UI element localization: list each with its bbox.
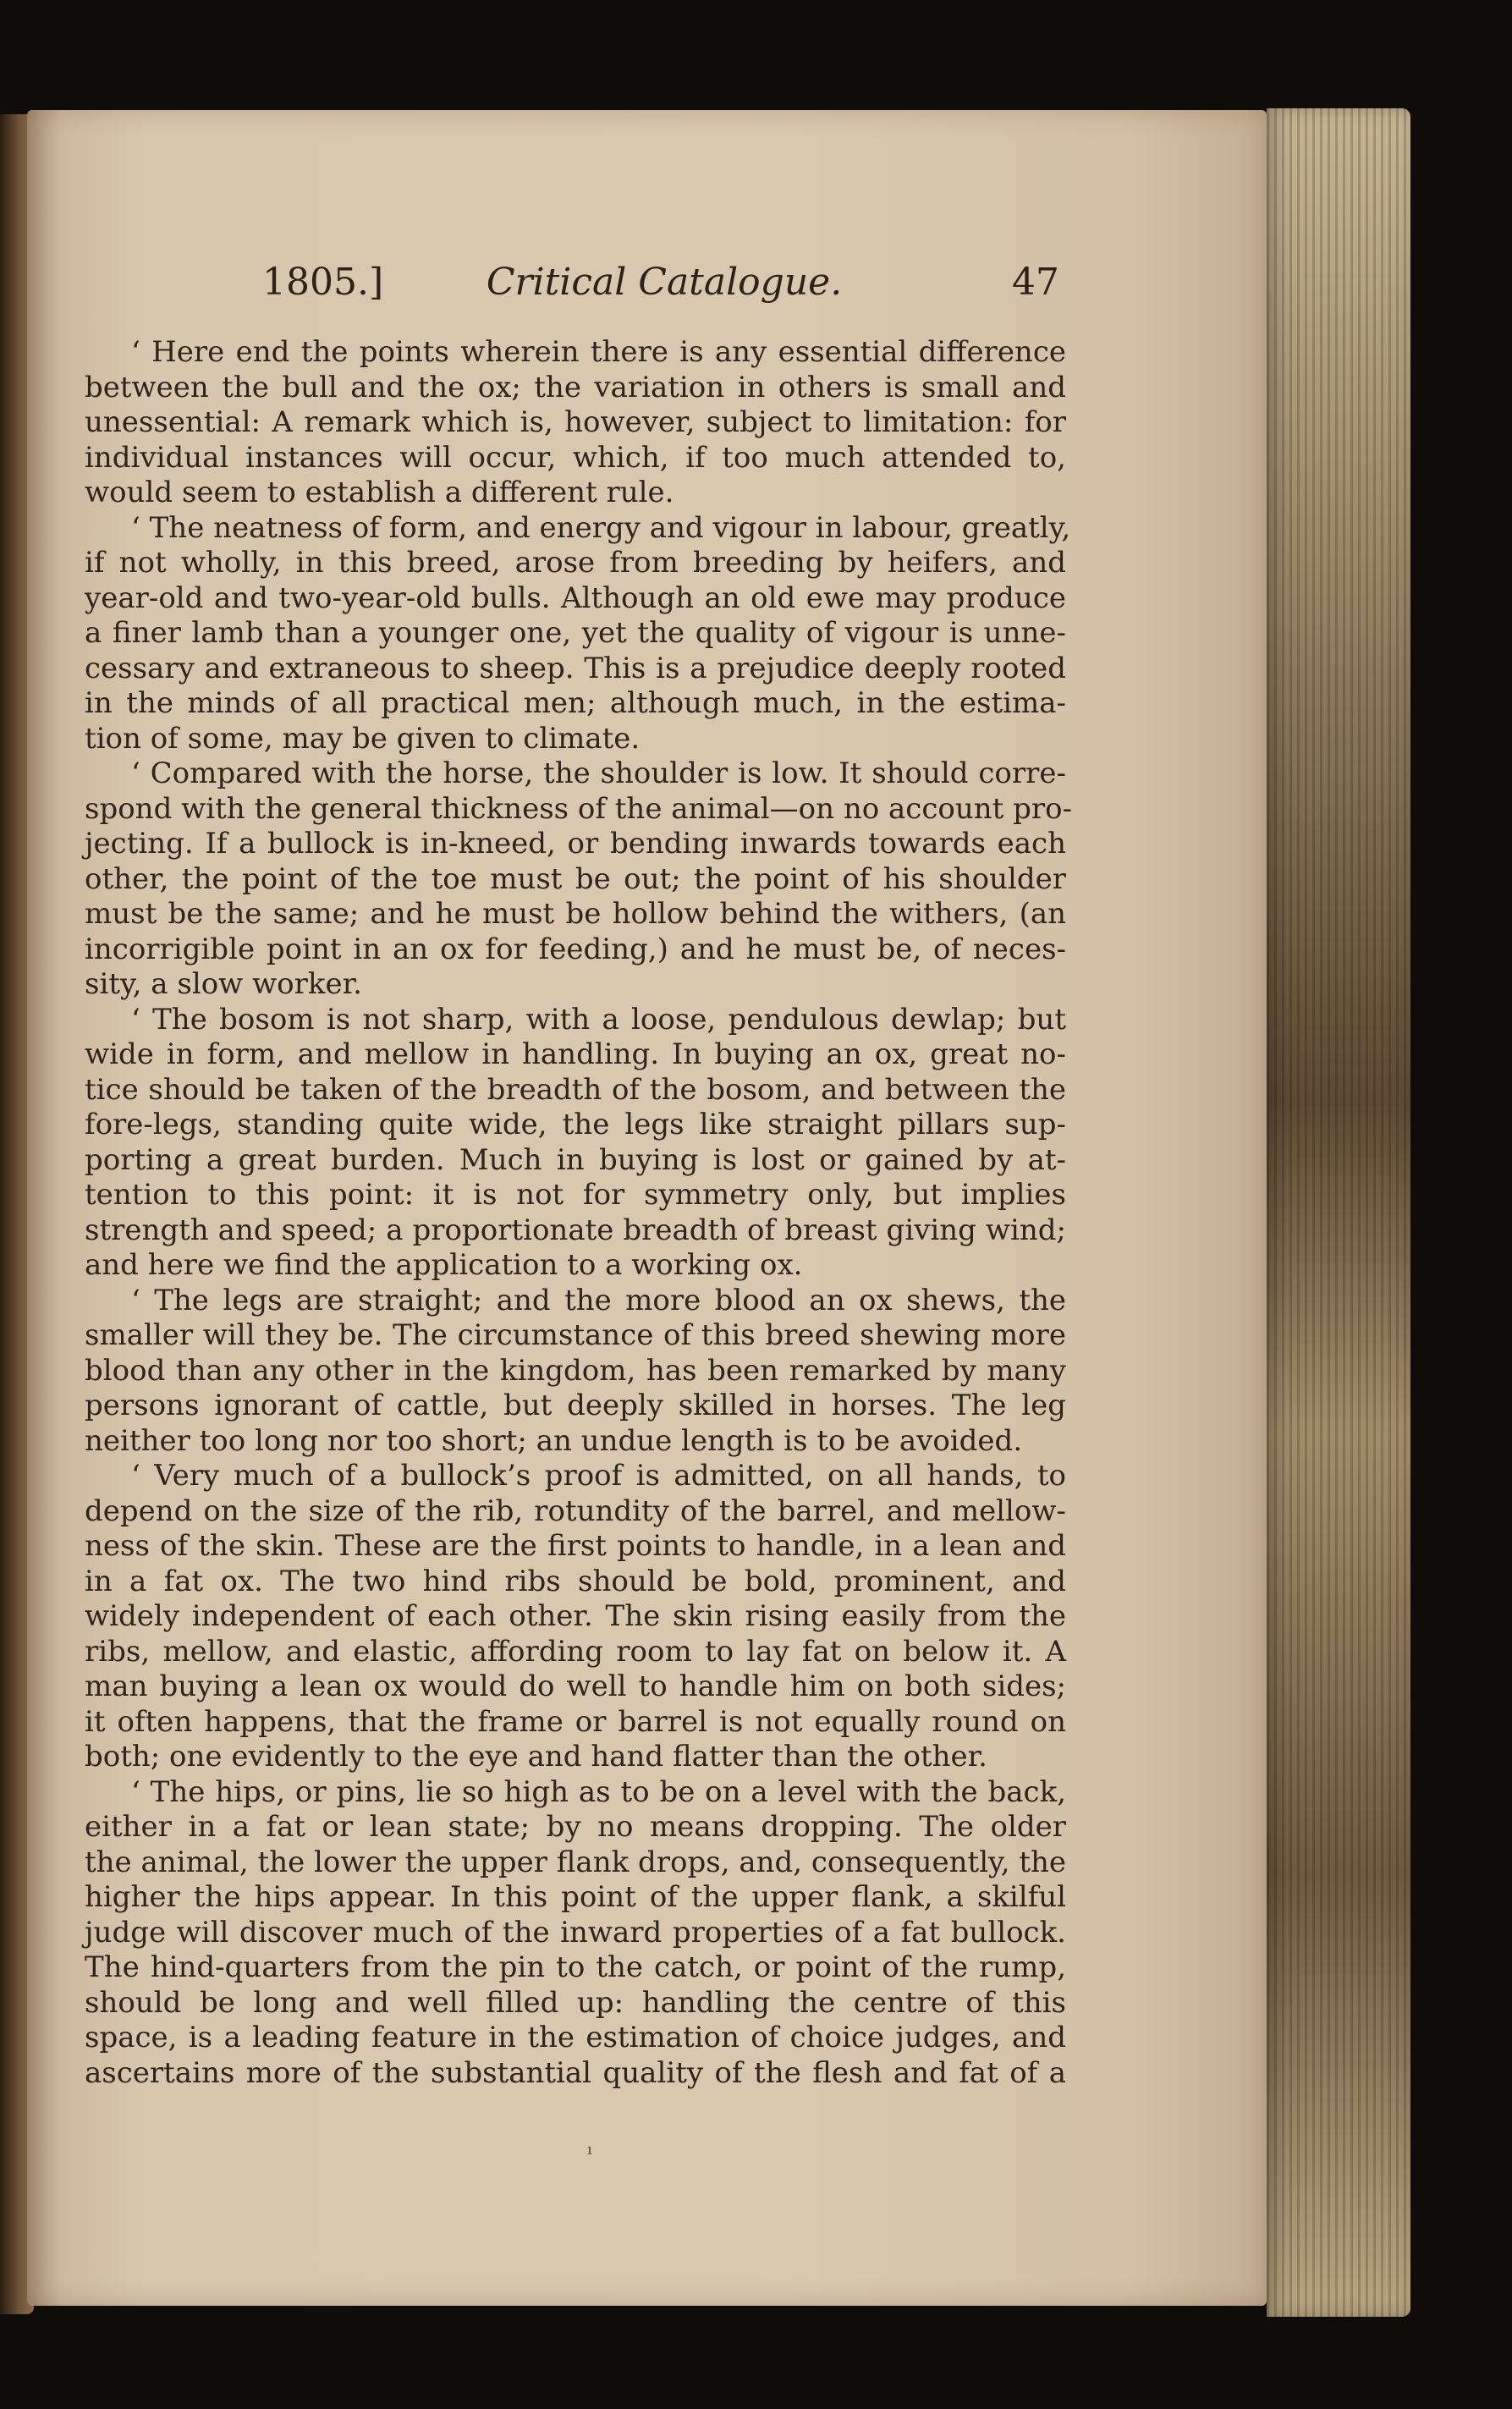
text-line: tention to this point: it is not for symmetry only, but implies (85, 1178, 1066, 1212)
text-line: cessary and extraneous to sheep. This is a prejudice deeply rooted (85, 651, 1066, 685)
text-line: ‘ Very much of a bullock’s proof is admitted, on all hands, to (131, 1459, 1066, 1493)
text-line: would seem to establish a different rule. (85, 476, 674, 509)
text-line: year-old and two-year-old bulls. Although an old ewe may produce (85, 580, 1066, 615)
text-line: should be long and well filled up: handling the centre of this (85, 1985, 1066, 2020)
text-line: ‘ The neatness of form, and energy and vigour in labour, greatly, (131, 510, 1071, 545)
text-line: ‘ Here end the points wherein there is any essential difference (131, 335, 1066, 369)
text-line: depend on the size of the rib, rotundity of the barrel, and mellow- (85, 1493, 1066, 1528)
text-line: other, the point of the toe must be out; the point of his shoulder (85, 861, 1066, 896)
text-line: ribs, mellow, and elastic, affording room to lay fat on below it. A (85, 1634, 1066, 1669)
text-line: ascertains more of the substantial quality of the flesh and fat of a (85, 2055, 1066, 2090)
text-line: The hind-quarters from the pin to the catch, or point of the rump, (85, 1950, 1066, 1984)
text-line: tice should be taken of the breadth of the bosom, and between the (85, 1072, 1066, 1107)
text-line: in the minds of all practical men; although much, in the estima- (85, 686, 1066, 720)
page-number: 47 (1012, 261, 1059, 304)
book-fore-edge (1267, 108, 1410, 2317)
text-line: fore-legs, standing quite wide, the legs like straight pillars sup- (85, 1108, 1066, 1141)
text-line: strength and speed; a proportionate breadth of breast giving wind; (85, 1213, 1066, 1247)
text-line: ‘ The hips, or pins, lie so high as to be on a level with the back, (131, 1774, 1066, 1809)
text-line: ‘ The bosom is not sharp, with a loose, pendulous dewlap; but (131, 1002, 1066, 1037)
text-line: between the bull and the ox; the variation in others is small and (85, 370, 1066, 404)
text-line: space, is a leading feature in the estimation of choice judges, and (85, 2021, 1066, 2054)
running-title: Critical Catalogue. (486, 261, 843, 304)
page-text (85, 335, 1073, 2091)
text-line: a finer lamb than a younger one, yet the quality of vigour is unne- (85, 616, 1066, 650)
page-mark: ı (587, 2141, 592, 2159)
text-line: it often happens, that the frame or barrel is not equally round on (85, 1704, 1066, 1739)
text-line: sity, a slow worker. (85, 967, 362, 1001)
text-line: blood than any other in the kingdom, has been remarked by many (85, 1353, 1066, 1388)
text-line: higher the hips appear. In this point of the upper flank, a skilful (85, 1880, 1066, 1914)
text-line: tion of some, may be given to climate. (85, 721, 641, 756)
text-line: porting a great burden. Much in buying is lost or gained by at- (85, 1142, 1066, 1177)
text-line: smaller will they be. The circumstance of this breed shewing more (85, 1318, 1066, 1352)
text-line: judge will discover much of the inward properties of a fat bullock. (85, 1915, 1066, 1950)
text-line: neither too long nor too short; an undue length is to be avoided. (85, 1423, 1023, 1458)
text-line: widely independent of each other. The skin rising easily from the (85, 1599, 1066, 1633)
text-line: spond with the general thickness of the animal—on no account pro- (85, 791, 1073, 826)
text-line: wide in form, and mellow in handling. In buying an ox, great no- (85, 1037, 1066, 1071)
text-line: ‘ Compared with the horse, the shoulder is low. It should corre- (131, 756, 1066, 790)
text-line: ness of the skin. These are the first points to handle, in a lean and (85, 1529, 1066, 1563)
text-line: the animal, the lower the upper flank drops, and, consequently, the (85, 1845, 1067, 1879)
text-line: must be the same; and he must be hollow behind the withers, (an (85, 897, 1066, 931)
text-line: if not wholly, in this breed, arose from breeding by heifers, and (85, 546, 1066, 580)
text-line: incorrigible point in an ox for feeding,) and he must be, of neces- (85, 932, 1066, 966)
text-line: either in a fat or lean state; by no means dropping. The older (85, 1810, 1066, 1844)
running-year: 1805.] (262, 261, 384, 304)
text-line: and here we find the application to a working ox. (85, 1248, 803, 1282)
text-line: both; one evidently to the eye and hand flatter than the other. (85, 1740, 987, 1774)
text-line: individual instances will occur, which, if too much attended to, (85, 440, 1066, 475)
text-line: man buying a lean ox would do well to handle him on both sides; (85, 1669, 1066, 1703)
text-line: unessential: A remark which is, however, subject to limitation: for (85, 405, 1066, 439)
text-line: in a fat ox. The two hind ribs should be bold, prominent, and (85, 1564, 1066, 1598)
text-line: jecting. If a bullock is in-kneed, or bending inwards towards each (85, 827, 1066, 861)
running-header (262, 261, 1066, 311)
text-line: ‘ The legs are straight; and the more blood an ox shews, the (131, 1283, 1066, 1317)
text-line: persons ignorant of cattle, but deeply skilled in horses. The leg (85, 1389, 1066, 1422)
